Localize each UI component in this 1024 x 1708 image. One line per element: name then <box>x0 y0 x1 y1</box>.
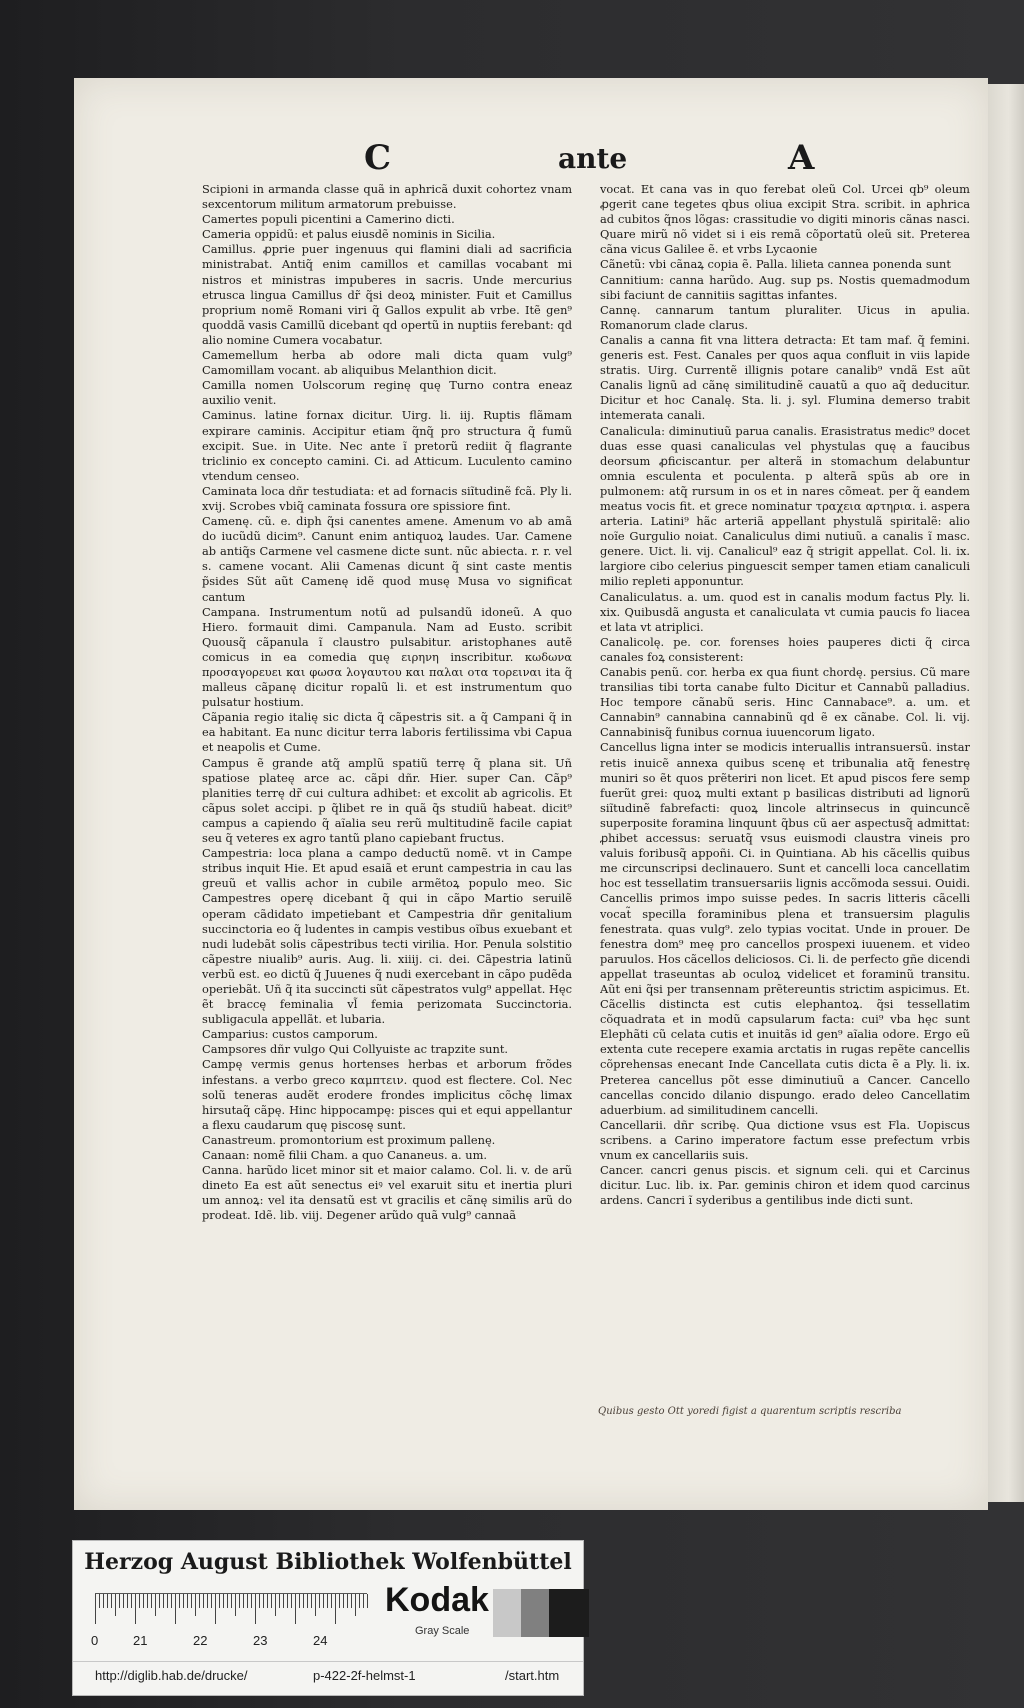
next-page-edge <box>985 84 1024 1502</box>
library-color-card <box>72 1540 584 1696</box>
dictionary-entry: Camenę. cũ. e. diph q̃si canentes amene. Amenum vo ab amã do iucũdũ dicim⁹. Canunt enim antiquoꝝ laudes. Uar. Camene ab antiq̃s Carmene vel casmene dicte sunt. nũc abiecta. r. r. vel s. camene vocant. Alii Camenas dicunt q̃ sint caste mentis p̃sides Sũt aũt Camenę idẽ quod musę Musa vo significat cantum <box>202 514 572 604</box>
dictionary-entry: Cannitium: canna harũdo. Aug. sup ps. Nostis quemadmodum sibi faciunt de cannitiis sagittas infantes. <box>600 272 970 302</box>
ruler-tick <box>239 1594 240 1608</box>
ruler-tick <box>279 1594 280 1608</box>
ruler-tick <box>259 1594 260 1608</box>
ruler-tick <box>295 1594 296 1624</box>
ruler-tick <box>267 1594 268 1608</box>
ruler-tick <box>211 1594 212 1608</box>
ruler-tick <box>271 1594 272 1608</box>
ruler-tick <box>187 1594 188 1608</box>
ruler-tick <box>263 1594 264 1608</box>
ruler-tick <box>355 1594 356 1616</box>
dictionary-entry: Cãnetũ: vbi cãnaꝝ copia ẽ. Palla. lilieta cannea ponenda sunt <box>600 257 951 272</box>
ruler-label: 23 <box>253 1633 268 1648</box>
dictionary-entry: Campana. Instrumentum notũ ad pulsandũ idoneũ. A quo Hiero. formauit dimi. Campanula. Nam ad Eusto. scribit Quousq̃ cãpanula ĩ claustro pulsabitur. aristophanes autẽ comicus in ea comedia quę ειρηνη inscribitur. κωδωνα προσαγορευει και φωσα λογαυτου και παλαι οτα τορειναι ita q̃ malleus cãpanę dicitur ropalũ li. et est instrumentum quo pulsatur hostium. <box>202 604 572 710</box>
dictionary-entry: Canalicula: diminutiuũ parua canalis. Erasistratus medic⁹ docet duas esse quasi canaliculas vel phystulas quę a faucibus deorsum ꝓficiscantur. per alterã in stomachum delabuntur omnia esculenta et poculenta. p alterã spũs ab ore in pulmonem: atq̃ rursum in os et in nares cõmeat. per q̃ eandem meatus vocis fit. et grece nominatur τραχεια αρτηρια. i. aspera arteria. Latini⁹ hãc arteriã appellant phystulã spiritalẽ: alio noĩe Gurgulio noiat. Canaliculus dimi nutiuũ. a canalis ĩ masc. genere. Uict. li. vij. Canalicul⁹ eaz q̃ strigit appellat. Col. li. ix. largiore cibo celerius pinguescit semper tamen etiam canaliculi milio repleti apponuntur. <box>600 423 970 589</box>
ruler-tick <box>131 1594 132 1608</box>
ruler-tick <box>175 1594 176 1624</box>
ruler-labels <box>91 1633 367 1651</box>
dictionary-entry: Cannę. cannarum tantum pluraliter. Uicus in apulia. Romanorum clade clarus. <box>600 302 970 332</box>
ruler-tick <box>251 1594 252 1608</box>
ruler-tick <box>339 1594 340 1608</box>
ruler-tick <box>215 1594 216 1624</box>
ruler-tick <box>327 1594 328 1608</box>
ruler-tick <box>291 1594 292 1608</box>
dictionary-entry: Canalis a canna fit vna littera detracta: Et tam maf. q̃ femini. generis est. Fest. Canales per quos aqua confluit in viis lapide stratis. Uirg. Currentẽ illignis potare canalib⁹ vndã Est aũt Canalis lignũ ad cãnę similitudinẽ cauatũ a quo aq̃ deducitur. Dicitur et hoc Canalę. Sta. li. j. syl. Flumina demerso trabit intemerata canali. <box>600 332 970 423</box>
dictionary-entry: Cancellarii. dñr scribę. Qua dictione vsus est Fla. Uopiscus scribens. a Carino imperatore factum esse prefectum vrbis vnum ex cancellariis suis. <box>600 1117 970 1162</box>
dictionary-entry: Camparius: custos camporum. <box>202 1027 378 1042</box>
dictionary-entry: Camilla nomen Uolscorum reginę quę Turno contra eneaz auxilio venit. <box>202 378 572 408</box>
running-head-left-letter: C <box>364 138 392 178</box>
ruler-tick <box>243 1594 244 1608</box>
ruler-tick <box>315 1594 316 1616</box>
ruler-tick <box>303 1594 304 1608</box>
handwritten-annotation: Quibus gesto Ott yoredi figist a quarentum scriptis rescriba <box>598 1406 902 1417</box>
gray-scale-label: Gray Scale <box>415 1625 470 1637</box>
ruler-tick <box>319 1594 320 1608</box>
ruler-tick <box>135 1594 136 1624</box>
dictionary-entry: Camertes populi picentini a Camerino dicti. <box>202 212 455 227</box>
ruler-tick <box>307 1594 308 1608</box>
ruler-tick <box>247 1594 248 1608</box>
ruler-tick <box>367 1594 368 1608</box>
ruler-tick <box>183 1594 184 1608</box>
ruler-tick <box>179 1594 180 1608</box>
ruler-tick <box>163 1594 164 1608</box>
card-footer <box>73 1661 583 1688</box>
ruler-tick <box>227 1594 228 1608</box>
dictionary-entry: Cameria oppidũ: et palus eiusdẽ nominis in Sicilia. <box>202 227 496 242</box>
ruler-tick <box>171 1594 172 1608</box>
ruler-label: 24 <box>313 1633 328 1648</box>
library-url: http://diglib.hab.de/drucke/ <box>95 1668 248 1683</box>
ruler-tick <box>283 1594 284 1608</box>
dictionary-entry: Cancellus ligna inter se modicis interuallis intransuersũ. instar retis inuicẽ annexa quibus scenę et tribunalia atq̃ fenestrę muniri so ẽt quos prẽteriri non licet. Et apud piscos fere semp fuerũt grei: quoꝝ multi extant p basilicas distributi ad lignorũ siĩtudinẽ fabrefacti: quoꝝ lincole altrinsecus in quincuncẽ superposite foramina linquunt q̃bus cũ aer aspectusq̃ admittat: ꝓhibet accessus: seruatq̃ vsus euismodi claustra vineis pro valuis foribusq̃ appoñi. Ci. in Quintiana. Ab his cãcellis quibus me circunscripsi declinauero. Sunt et cancelli loca cancellatim hoc est tessellatim transuersariis lignis accõmoda sessui. Ouidi. Cancellis primos impo suisse pedes. In sacris litteris cãcelli vocat̃ specilla foraminibus plena et transuersim plagulis fenestrata. quas vulg⁹. zelo typias vocitat. Unde in prouer. De fenestra dom⁹ meę pro cancellos prospexi iuuenem. et video paruulos. Hos cãcellos deliciosos. Ci. li. de perfecto gñe dicendi appellat traseuntas ab oculoꝝ videlicet et foraminũ transitu. Aũt eni q̃si per transennam prẽtereuntis strictim aspicimus. Et. Cãcellis distincta est cutis elephantoꝝ. q̃si tessellatim cõquadrata et in modũ capsularum facta: cui⁹ vba hęc sunt Elephãti cũ celata cutis et inuitãs id gen⁹ aĩalia odore. Ergo eũ extenta cute recepere examia arctatis in rugas repẽte cancellis cõprehensas enecant Inde Cancellata cutis dicta ẽ a Ply. li. ix. Preterea cancellus põt esse diminutiuũ a Cancer. Cancello cancellas concido dilanio dispungo. erado deleo Cancellatim aduerbium. ad similitudinem cancelli. <box>600 740 970 1117</box>
dictionary-entry: Cãpania regio italię sic dicta q̃ cãpestris sit. a q̃ Campani q̃ in ea habitant. Ea nunc dicitur terra laboris fertilissima vbi Capua et neapolis et Cume. <box>202 710 572 755</box>
ruler-tick <box>231 1594 232 1608</box>
ruler-tick <box>331 1594 332 1608</box>
ruler-tick <box>287 1594 288 1608</box>
ruler-tick <box>255 1594 256 1624</box>
dictionary-entry: Campsores dñr vulgo Qui Collyuiste ac trapzite sunt. <box>202 1042 509 1057</box>
ruler-tick <box>167 1594 168 1608</box>
ruler-tick <box>223 1594 224 1608</box>
running-head <box>74 138 988 178</box>
ruler-tick <box>275 1594 276 1616</box>
dictionary-entry: Camillus. ꝓprie puer ingenuus qui flamini diali ad sacrificia ministrabat. Antiq̃ enim camillos et camillas vocabant mi nistros et ministras impuberes in sacris. Unde mercurius etrusca lingua Camillus dr̃ q̃si deoꝝ minister. Fuit et Camillus proprium nomẽ Romani viri q̃ Gallos expulit ab vrbe. Itẽ gen⁹ quoddã vasis Camillũ dicebant qd opertũ in nuptiis ferebant: qd alio nomine Cumera vocabatur. <box>202 242 572 347</box>
running-head-word: ante <box>558 142 628 175</box>
left-text-column <box>202 182 572 1402</box>
dictionary-entry: Canaan: nomẽ filii Cham. a quo Cananeus. a. um. <box>202 1148 488 1162</box>
ruler-tick <box>139 1594 140 1608</box>
ruler-tick <box>99 1594 100 1608</box>
ruler-tick <box>235 1594 236 1616</box>
dictionary-entry: Caminata loca dñr testudiata: et ad fornacis siĩtudinẽ fcã. Ply li. xvij. Scrobes vbiq̃ caminata fossura ore spissiore fint. <box>202 483 572 513</box>
shelfmark-id: p-422-2f-helmst-1 <box>313 1668 416 1683</box>
ruler-tick <box>103 1594 104 1608</box>
library-name: Herzog August Bibliothek Wolfenbüttel <box>84 1549 572 1575</box>
ruler-tick <box>191 1594 192 1608</box>
dictionary-entry: Canalicolę. pe. cor. forenses hoies pauperes dicti q̃ circa canales foꝝ consisterent: <box>600 634 970 664</box>
dictionary-entry: Cancer. cancri genus piscis. et signum celi. qui et Carcinus dicitur. Luc. lib. ix. Par. geminis chiron et idem quod carcinus ardens. Cancri ĩ syderibus a gentilibus inde dicti sunt. <box>600 1163 970 1208</box>
dictionary-entry: Canna. harũdo licet minor sit et maior calamo. Col. li. v. de arũ dineto Ea est aũt senectus eiꝰ vel exaruit situ et inertia pluri um annoꝝ: vel ita densatũ est vt gracilis et cãnę similis arũ do prodeat. Idẽ. lib. viij. Degener arũdo quã vulg⁹ cannaã <box>202 1163 572 1223</box>
ruler-tick <box>111 1594 112 1608</box>
ruler-tick <box>351 1594 352 1608</box>
dictionary-entry: Camemellum herba ab odore mali dicta quam vulg⁹ Camomillam vocant. ab aliquibus Melanthion dicit. <box>202 348 572 378</box>
dictionary-entry: Canabis penũ. cor. herba ex qua fiunt chordę. persius. Cũ mare transilias tibi torta canabe fulto Dicitur et Cannabũ palladius. Hoc tempore cãnabũ seris. Hinc Cannabace⁹. a. um. et Cannabin⁹ cannabina cannabinũ qd ẽ ex cãnabe. Col. li. vij. Cannabinisq̃ funibus cornua iuuencorum ligato. <box>600 665 970 740</box>
ruler-tick <box>115 1594 116 1616</box>
right-text-column <box>600 182 970 1402</box>
ruler-tick <box>363 1594 364 1608</box>
ruler-label: 22 <box>193 1633 208 1648</box>
ruler-tick <box>199 1594 200 1608</box>
dictionary-entry: Campę vermis genus hortenses herbas et arborum frõdes infestans. a verbo greco καμπτειν. quod est flectere. Col. Nec solũ teneras audẽt erodere frondes implicitus cõchę limax hirsutaq̃ cãpę. Hinc hippocampę: pisces qui et equi appellantur a flexu caudarum quę piscosę sunt. <box>202 1057 572 1132</box>
ruler-tick <box>95 1594 96 1624</box>
ruler-tick <box>143 1594 144 1608</box>
ruler-tick <box>299 1594 300 1608</box>
dictionary-entry: vocat. Et cana vas in quo ferebat oleũ Col. Urcei qb⁹ oleum ꝓgerit cane tegetes qbus oliua excipit Stra. scribit. in aphrica ad cubitos q̃nos lõgas: crassitudie vo digiti minoris cãnas nasci. Quare mirũ nõ videt si i eis remã cõportatũ oleũ sit. Preterea cãna vicus Galilee ẽ. et vrbs Lycaonie <box>600 182 970 257</box>
ruler-tick <box>151 1594 152 1608</box>
dictionary-entry: Campestria: loca plana a campo deductũ nomẽ. vt in Campe stribus inquit Hie. Et apud esaiã et erunt campestria in cau las greuũ et vallis achor in cubile armẽtoꝝ populo meo. Sic Campestres operę dicebant q̃ qui in cãpo Martio seruilẽ operam cãdidato impetiebant et Campestria dñr genitalium succinctoria eo q̃ ludentes in campis vestibus oĩbus exuebant et nudi ludebãt solis cãpestribus tecti virilia. Hor. Penula solstitio cãpestre niualib⁹ auris. Aug. li. xiiij. ci. dei. Cãpestria latinũ verbũ est. eo dictũ q̃ Juuenes q̃ nudi exercebant in cãpo pudẽda operiebãt. Uñ q̃ ita succincti sũt cãpestratos vulg⁹ appellat. Hęc ẽt braccę feminalia vl̃ femia perizomata Succinctoria. subligacula appellãt. et lubaria. <box>202 846 572 1027</box>
ruler-label: 21 <box>133 1633 148 1648</box>
ruler-label: 0 <box>91 1633 99 1648</box>
ruler-tick <box>107 1594 108 1608</box>
running-head-right-letter: A <box>788 138 815 178</box>
ruler-tick <box>147 1594 148 1608</box>
dictionary-entry: Campus ẽ grande atq̃ amplũ spatiũ terrę q̃ plana sit. Uñ spatiose plateę arce ac. cãpi dñr. Hier. super Can. Cãp⁹ planities terrę dr̃ cui cultura adhibet: et excolit ab agricolis. Et cãpus solet accipi. p q̃libet re in quã q̃s studiũ habeat. dicit⁹ campus a capiendo q̃ aĩalia seu rerũ multitudinẽ facile capiat seu q̃ veteres ex agro tantũ plano capiebant fructus. <box>202 755 572 846</box>
ruler-tick <box>159 1594 160 1608</box>
ruler-tick <box>155 1594 156 1616</box>
ruler-tick <box>207 1594 208 1608</box>
gray-swatch-mid <box>521 1589 549 1637</box>
start-path: /start.htm <box>505 1668 560 1683</box>
dictionary-entry: Caminus. latine fornax dicitur. Uirg. li. iij. Ruptis flãmam expirare caminis. Accipitur etiam q̃nq̃ pro structura q̃ fumũ excipit. Sue. in Uite. Nec ante ĩ pretorũ rediit q̃ flagrante triclinio ex concepto camini. Ci. ad Atticum. Luculento camino vtendum censeo. <box>202 408 572 483</box>
ruler-tick <box>203 1594 204 1608</box>
ruler-tick <box>127 1594 128 1608</box>
ruler-tick <box>347 1594 348 1608</box>
ruler-tick <box>219 1594 220 1608</box>
ruler-tick <box>335 1594 336 1624</box>
ruler-tick <box>123 1594 124 1608</box>
gray-swatch-dark <box>549 1589 589 1637</box>
ruler-tick <box>323 1594 324 1608</box>
kodak-logo: Kodak <box>385 1581 489 1619</box>
dictionary-entry: Canaliculatus. a. um. quod est in canalis modum factus Ply. li. xix. Quibusdã angusta et canaliculata vt cumia paucis fo liacea et lata vt atriplici. <box>600 589 970 634</box>
ruler-tick <box>343 1594 344 1608</box>
ruler-tick <box>359 1594 360 1608</box>
dictionary-entry: Scipioni in armanda classe quã in aphricã duxit cohortez vnam sexcentorum militum armatorum prebuisse. <box>202 182 572 212</box>
ruler-tick <box>311 1594 312 1608</box>
ruler-tick <box>195 1594 196 1616</box>
ruler-tick <box>119 1594 120 1608</box>
dictionary-entry: Canastreum. promontorium est proximum pallenę. <box>202 1132 496 1147</box>
measurement-ruler <box>95 1593 367 1628</box>
